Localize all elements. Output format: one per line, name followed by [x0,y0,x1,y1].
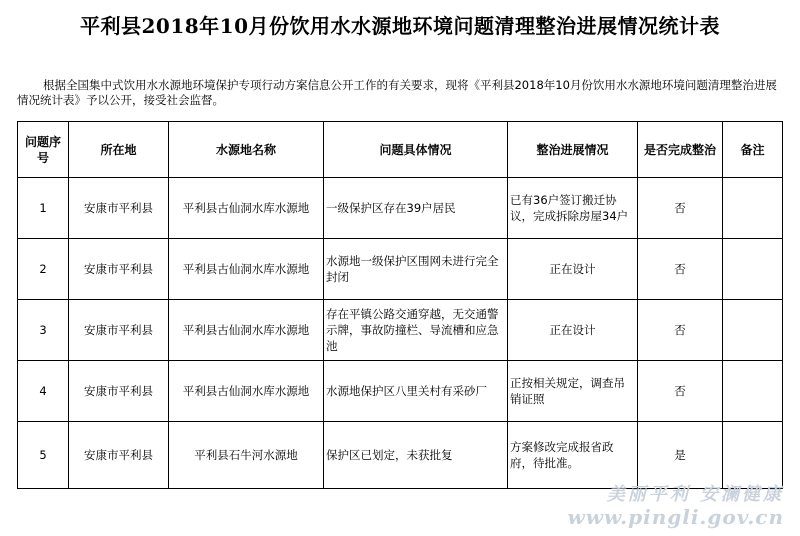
cell-source: 平利县古仙洞水库水源地 [169,361,324,422]
cell-issue: 水源地一级保护区围网未进行完全封闭 [324,239,508,300]
document-title: 平利县2018年10月份饮用水水源地环境问题清理整治进展情况统计表 [80,14,720,38]
header-source: 水源地名称 [169,122,324,178]
cell-issue: 一级保护区存在39户居民 [324,178,508,239]
cell-remark [723,361,783,422]
cell-seq: 1 [18,178,69,239]
cell-progress: 方案修改完成报省政府，待批准。 [508,422,638,489]
cell-done: 否 [638,300,723,361]
cell-done: 是 [638,422,723,489]
cell-seq: 3 [18,300,69,361]
cell-progress: 正按相关规定，调查吊销证照 [508,361,638,422]
cell-issue: 水源地保护区八里关村有采砂厂 [324,361,508,422]
table-header-row [18,122,783,178]
cell-remark [723,300,783,361]
cell-remark [723,178,783,239]
header-location: 所在地 [69,122,169,178]
header-done: 是否完成整治 [638,122,723,178]
table-row [18,361,783,422]
cell-location: 安康市平利县 [69,361,169,422]
cell-done: 否 [638,178,723,239]
cell-source: 平利县古仙洞水库水源地 [169,178,324,239]
cell-location: 安康市平利县 [69,178,169,239]
cell-remark [723,422,783,489]
cell-issue: 保护区已划定，未获批复 [324,422,508,489]
cell-location: 安康市平利县 [69,300,169,361]
header-remark: 备注 [723,122,783,178]
table-row [18,422,783,489]
cell-source: 平利县石牛河水源地 [169,422,324,489]
progress-table [17,121,783,489]
cell-done: 否 [638,239,723,300]
header-issue: 问题具体情况 [324,122,508,178]
watermark-slogan: 美丽平利 安澜健康 [606,484,784,505]
cell-done: 否 [638,361,723,422]
cell-location: 安康市平利县 [69,239,169,300]
cell-source: 平利县古仙洞水库水源地 [169,300,324,361]
cell-progress: 正在设计 [508,300,638,361]
site-watermark [568,484,784,528]
table-row [18,239,783,300]
intro-paragraph: 根据全国集中式饮用水水源地环境保护专项行动方案信息公开工作的有关要求，现将《平利县2018年10月份饮用水水源地环境问题清理整治进展情况统计表》予以公开，接受社会监督。 [17,78,777,107]
table-row [18,178,783,239]
cell-remark [723,239,783,300]
watermark-url: www.pingli.gov.cn [567,505,784,529]
cell-seq: 2 [18,239,69,300]
header-progress: 整治进展情况 [508,122,638,178]
cell-seq: 4 [18,361,69,422]
table-row [18,300,783,361]
cell-progress: 已有36户签订搬迁协议，完成拆除房屋34户 [508,178,638,239]
cell-progress: 正在设计 [508,239,638,300]
cell-location: 安康市平利县 [69,422,169,489]
cell-seq: 5 [18,422,69,489]
header-seq: 问题序号 [18,122,69,178]
cell-issue: 存在平镇公路交通穿越，无交通警示牌，事故防撞栏、导流槽和应急池 [324,300,508,361]
cell-source: 平利县古仙洞水库水源地 [169,239,324,300]
